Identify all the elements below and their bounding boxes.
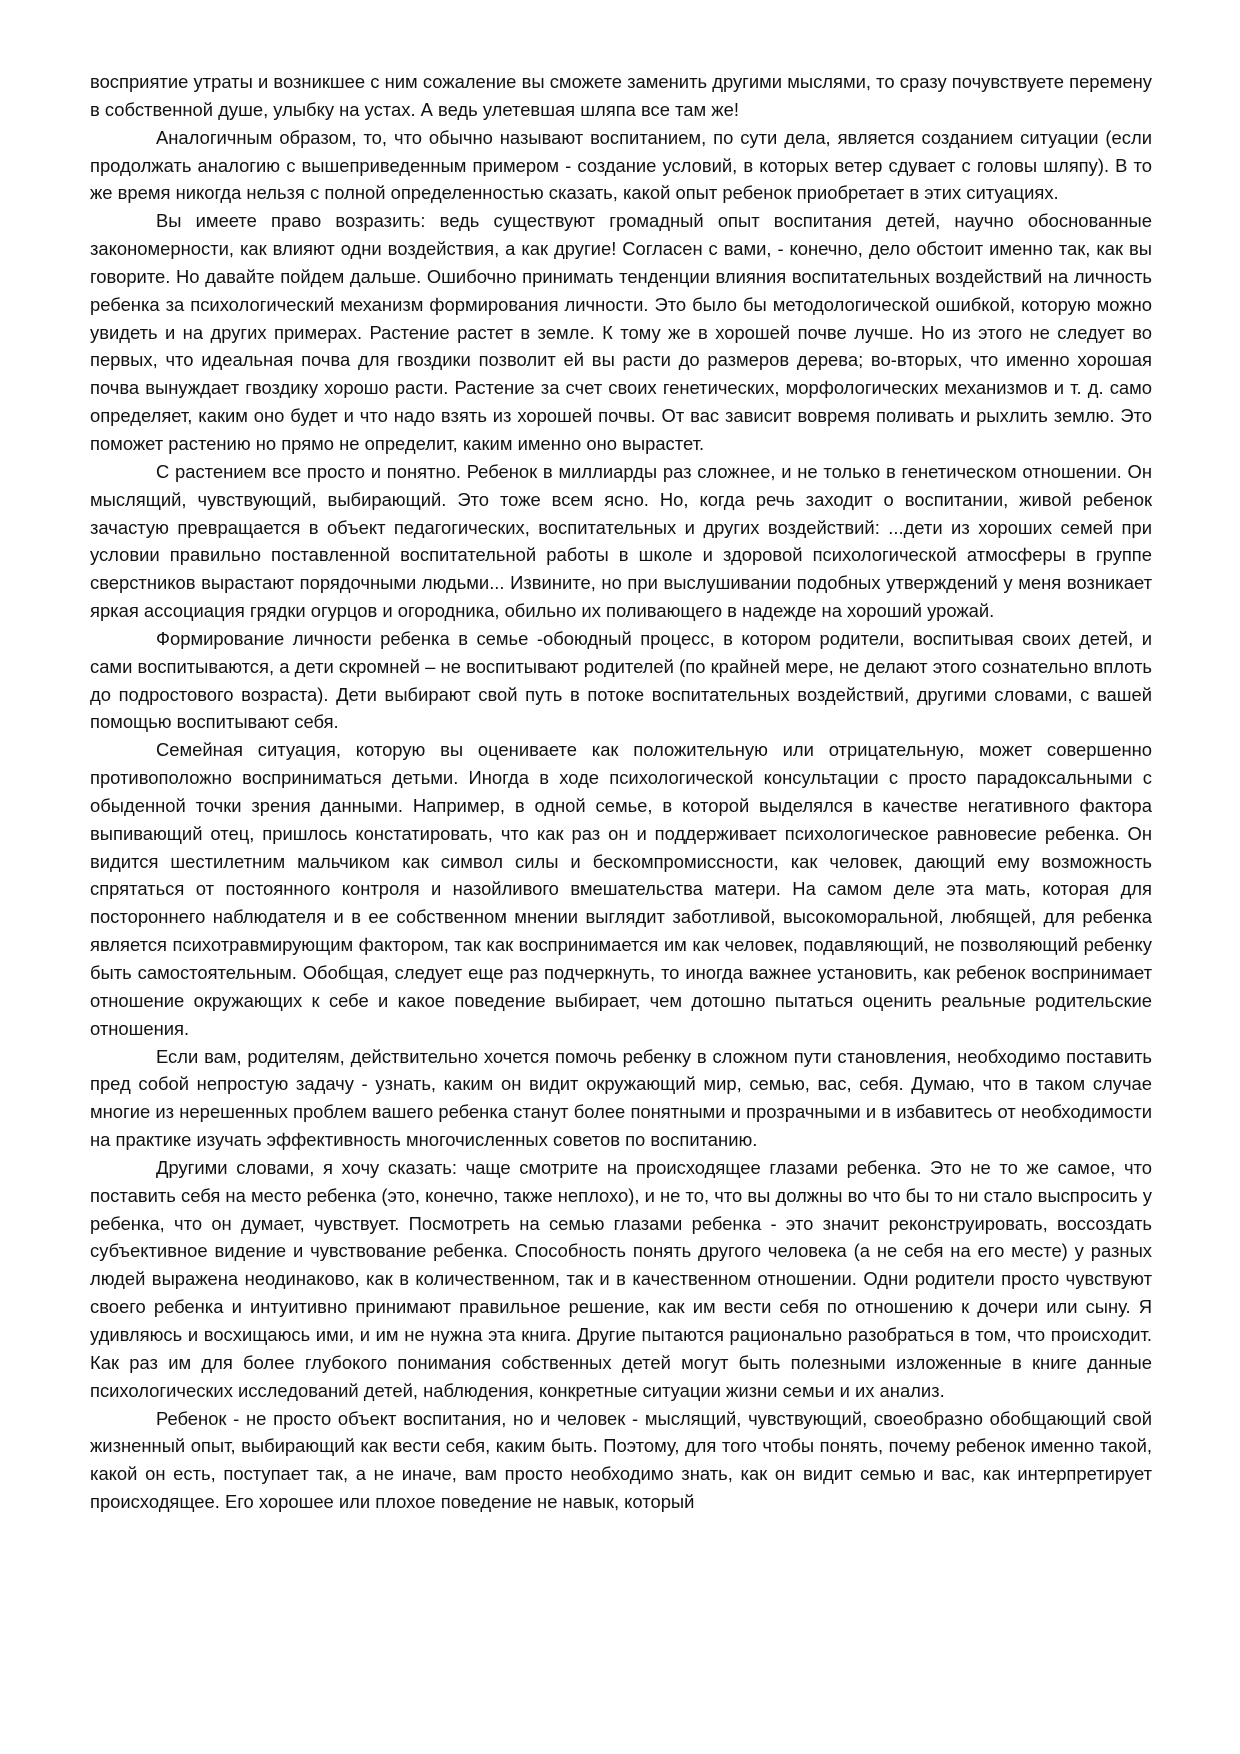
document-page (90, 68, 1152, 1516)
paragraph-3: Вы имеете право возразить: ведь существуют громадный опыт воспитания детей, научно обоснованные закономерности, как влияют одни воздействия, а как другие! Согласен с вами, - конечно, дело обстоит именно так, как вы говорите. Но давайте пойдем дальше. Ошибочно принимать тенденции влияния воспитательных воздействий на личность ребенка за психологический механизм формирования личности. Это было бы методологической ошибкой, которую можно увидеть и на других примерах. Растение растет в земле. К тому же в хорошей почве лучше. Но из этого не следует во первых, что идеальная почва для гвоздики позволит ей вы расти до размеров дерева; во-вторых, что именно хорошая почва вынуждает гвоздику хорошо расти. Растение за счет своих генетических, морфологических механизмов и т. д. само определяет, каким оно будет и что надо взять из хорошей почвы. От вас зависит вовремя поливать и рыхлить землю. Это поможет растению но прямо не определит, каким именно оно вырастет. (90, 210, 1152, 454)
paragraph-7: Если вам, родителям, действительно хочется помочь ребенку в сложном пути становления, необходимо поставить пред собой непростую задачу - узнать, каким он видит окружающий мир, семью, вас, себя. Думаю, что в таком случае многие из нерешенных проблем вашего ребенка станут более понятными и прозрачными и в избавитесь от необходимости на практике изучать эффективность многочисленных советов по воспитанию. (90, 1045, 1152, 1151)
paragraph-2: Аналогичным образом, то, что обычно называют воспитанием, по сути дела, является созданием ситуации (если продолжать аналогию с вышеприведенным примером - создание условий, в которых ветер сдувает с головы шляпу). В то же время никогда нельзя с полной определенностью сказать, какой опыт ребенок приобретает в этих ситуациях. (90, 126, 1152, 204)
paragraph-8: Другими словами, я хочу сказать: чаще смотрите на происходящее глазами ребенка. Это не то же самое, что поставить себя на место ребенка (это, конечно, также неплохо), и не то, что вы должны во что бы то ни стало выспросить у ребенка, что он думает, чувствует. Посмотреть на семью глазами ребенка - это значит реконструировать, воссоздать субъективное видение и чувствование ребенка. Способность понять другого человека (а не себя на его месте) у разных людей выражена неодинаково, как в количественном, так и в качественном отношении. Одни родители просто чувствуют своего ребенка и интуитивно принимают правильное решение, как им вести себя по отношению к дочери или сыну. Я удивляюсь и восхищаюсь ими, и им не нужна эта книга. Другие пытаются рационально разобраться в том, что происходит. Как раз им для более глубокого понимания собственных детей могут быть полезными изложенные в книге данные психологических исследований детей, наблюдения, конкретные ситуации жизни семьи и их анализ. (90, 1156, 1152, 1401)
paragraph-9: Ребенок - не просто объект воспитания, но и человек - мыслящий, чувствующий, своеобразно обобщающий свой жизненный опыт, выбирающий как вести себя, каким быть. Поэтому, для того чтобы понять, почему ребенок именно такой, какой он есть, поступает так, а не иначе, вам просто необходимо знать, как он видит семью и вас, как интерпретирует происходящее. Его хорошее или плохое поведение не навык, который (90, 1407, 1152, 1513)
paragraph-4: С растением все просто и понятно. Ребенок в миллиарды раз сложнее, и не только в генетическом отношении. Он мыслящий, чувствующий, выбирающий. Это тоже всем ясно. Но, когда речь заходит о воспитании, живой ребенок зачастую превращается в объект педагогических, воспитательных и других воздействий: ...дети из хороших семей при условии правильно поставленной воспитательной работы в школе и здоровой психологической атмосферы в группе сверстников вырастают порядочными людьми... Извините, но при выслушивании подобных утверждений у меня возникает яркая ассоциация грядки огурцов и огородника, обильно их поливающего в надежде на хороший урожай. (90, 460, 1152, 622)
paragraph-1: восприятие утраты и возникшее с ним сожаление вы сможете заменить другими мыслями, то сразу почувствуете перемену в собственной душе, улыбку на устах. А ведь улетевшая шляпа все там же! (90, 71, 1152, 120)
paragraph-5: Формирование личности ребенка в семье -обоюдный процесс, в котором родители, воспитывая своих детей, и сами воспитываются, а дети скромней – не воспитывают родителей (по крайней мере, не делают этого сознательно вплоть до подростового возраста). Дети выбирают свой путь в потоке воспитательных воздействий, другими словами, с вашей помощью воспитывают себя. (90, 627, 1152, 733)
paragraph-6: Семейная ситуация, которую вы оцениваете как положительную или отрицательную, может совершенно противоположно восприниматься детьми. Иногда в ходе психологической консультации с просто парадоксальными с обыденной точки зрения данными. Например, в одной семье, в которой выделялся в качестве негативного фактора выпивающий отец, пришлось констатировать, что как раз он и поддерживает психологическое равновесие ребенка. Он видится шестилетним мальчиком как символ силы и бескомпромиссности, как человек, дающий ему возможность спрятаться от постоянного контроля и назойливого вмешательства матери. На самом деле эта мать, которая для постороннего наблюдателя и в ее собственном мнении выглядит заботливой, высокоморальной, любящей, для ребенка является психотравмирующим фактором, так как воспринимается им как человек, подавляющий, не позволяющий ребенку быть самостоятельным. Обобщая, следует еще раз подчеркнуть, то иногда важнее установить, как ребенок воспринимает отношение окружающих к себе и какое поведение выбирает, чем дотошно пытаться оценить реальные родительские отношения. (90, 739, 1152, 1039)
